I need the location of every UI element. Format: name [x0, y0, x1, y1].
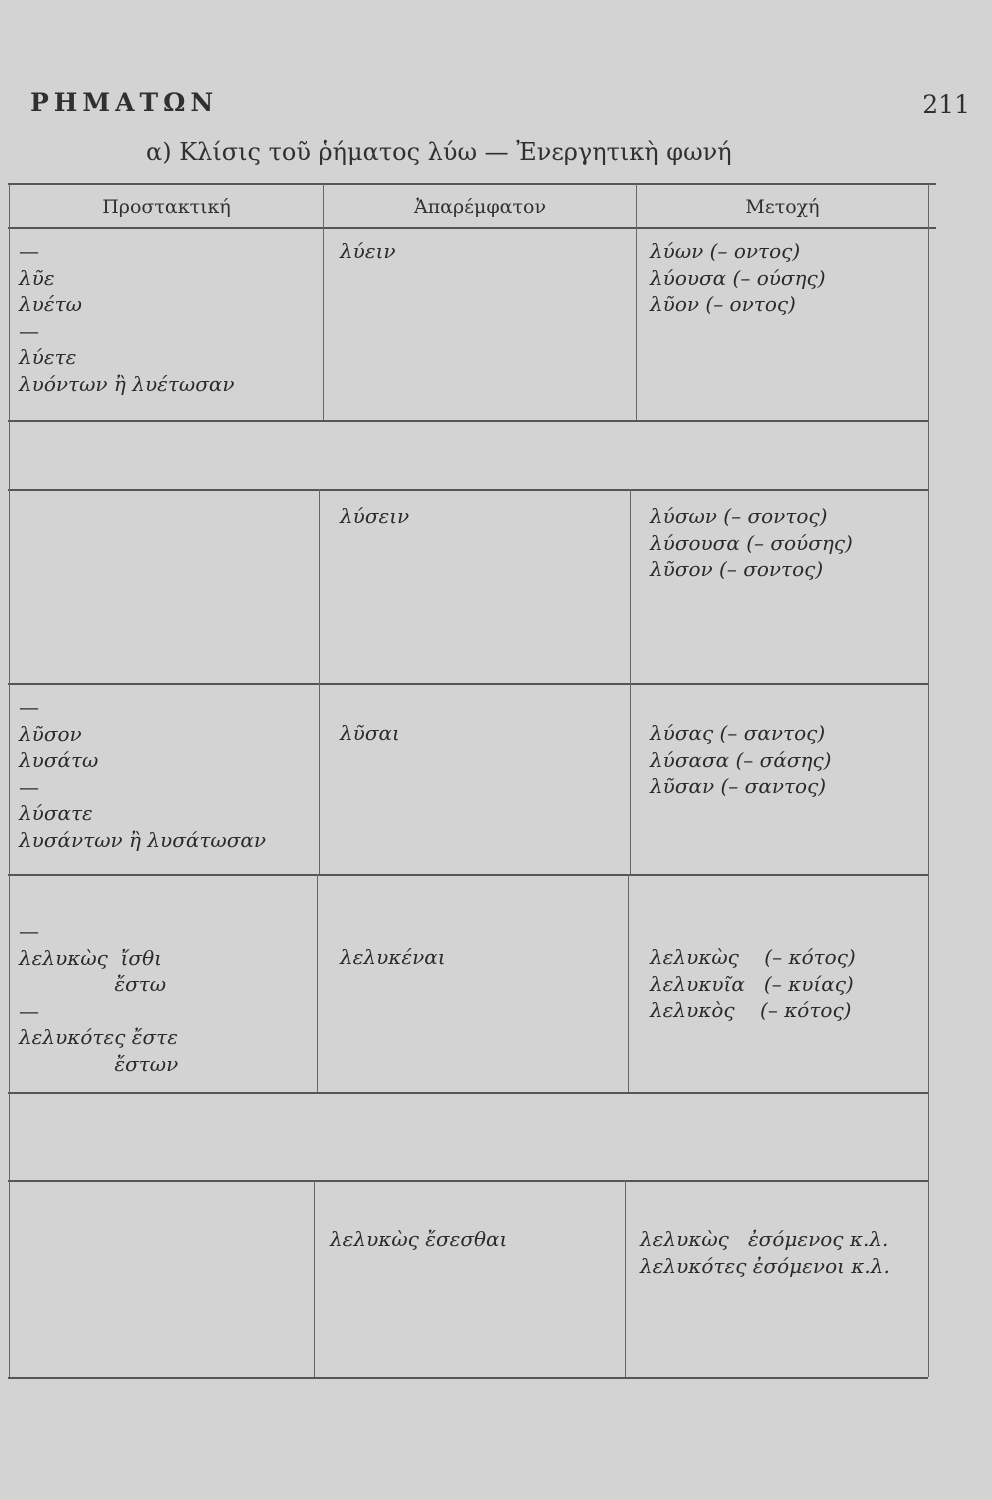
- col-divider-1d: [314, 1180, 315, 1377]
- col-divider-1c: [317, 874, 318, 1092]
- col-divider-1a: [323, 183, 324, 420]
- header-participle: Μετοχή: [745, 196, 820, 218]
- row-aorist-participle: λύσας (– σαντος) λύσασα (– σάσης) λῦσαν (– σαντος): [650, 721, 832, 798]
- row-present-infinitive: λύειν: [340, 239, 396, 263]
- row-aorist-infinitive: λῦσαι: [340, 721, 400, 745]
- row-perfect-participle: λελυκὼς (– κότος) λελυκυῖα (– κυίας) λελυκὸς (– κότος): [650, 945, 856, 1022]
- block-rule-1: [8, 420, 928, 422]
- header-bottom-rule: [8, 227, 936, 229]
- section-title: ΡΗΜΑΤΩΝ: [30, 88, 219, 117]
- row-perfect-imperative: — λελυκὼς ἴσθι ἔστω — λελυκότες ἔστε ἔστων: [19, 919, 179, 1076]
- col-divider-2d: [625, 1180, 626, 1377]
- row-future-participle: λύσων (– σοντος) λύσουσα (– σούσης) λῦσον (– σοντος): [650, 504, 853, 581]
- row-futperf-infinitive: λελυκὼς ἔσεσθαι: [330, 1227, 508, 1251]
- col-divider-2c: [628, 874, 629, 1092]
- col-divider-1b: [319, 489, 320, 874]
- row-present-participle: λύων (– οντος) λύουσα (– ούσης) λῦον (– οντος): [650, 239, 826, 316]
- row-aorist-imperative: — λῦσον λυσάτω — λύσατε λυσάντων ἢ λυσάτωσαν: [19, 695, 267, 852]
- right-border: [928, 183, 929, 1377]
- header-imperative: Προστακτική: [102, 196, 231, 218]
- row-present-imperative: — λῦε λυέτω — λύετε λυόντων ἢ λυέτωσαν: [19, 239, 235, 396]
- block-rule-6: [8, 1180, 928, 1182]
- page-number: 211: [922, 90, 970, 119]
- col-divider-2a: [636, 183, 637, 420]
- table-top-rule: [8, 183, 936, 185]
- page-header: [30, 88, 970, 128]
- table-bottom-rule: [8, 1377, 928, 1379]
- block-rule-4: [8, 874, 928, 876]
- page-subtitle: α) Κλίσις τοῦ ῥήματος λύω — Ἐνεργητικὴ φωνή: [146, 138, 732, 166]
- left-border: [9, 183, 10, 1377]
- block-rule-5: [8, 1092, 928, 1094]
- block-rule-3: [8, 683, 928, 685]
- row-future-infinitive: λύσειν: [340, 504, 410, 528]
- row-futperf-participle: λελυκὼς ἐσόμενος κ.λ. λελυκότες ἐσόμενοι κ.λ.: [640, 1227, 890, 1278]
- block-rule-2: [8, 489, 928, 491]
- header-infinitive: Ἀπαρέμφατον: [413, 196, 547, 218]
- row-perfect-infinitive: λελυκέναι: [340, 945, 446, 969]
- col-divider-2b: [630, 489, 631, 874]
